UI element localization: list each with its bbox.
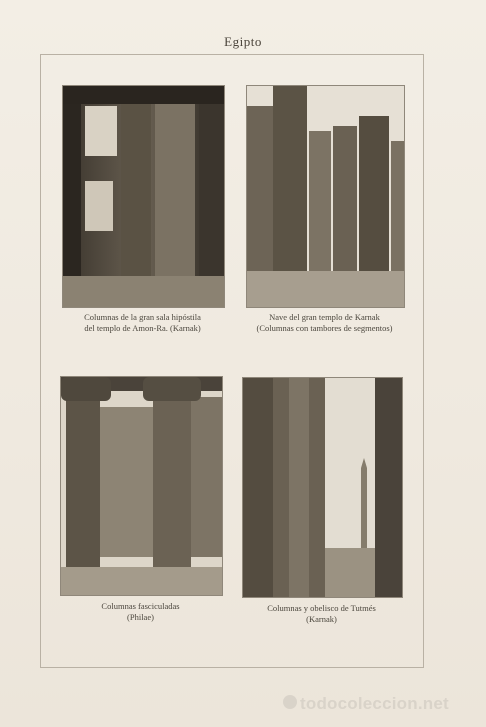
caption-line: Columnas fasciculadas xyxy=(101,601,180,611)
photo-hypostyle-hall xyxy=(62,85,225,308)
caption-line: Columnas de la gran sala hipóstila xyxy=(84,312,201,322)
caption-karnak-nave xyxy=(242,312,407,334)
watermark-logo-icon xyxy=(283,695,297,709)
caption-line: Nave del gran templo de Karnak xyxy=(269,312,380,322)
caption-line: del templo de Amon-Ra. (Karnak) xyxy=(84,323,201,333)
caption-tutmes-obelisk xyxy=(240,603,403,625)
caption-line: (Philae) xyxy=(127,612,154,622)
caption-line: (Karnak) xyxy=(306,614,337,624)
photo-philae-columns xyxy=(60,376,223,596)
caption-hypostyle-hall xyxy=(62,312,223,334)
caption-line: (Columnas con tambores de segmentos) xyxy=(256,323,393,333)
photo-karnak-nave xyxy=(246,85,405,308)
watermark: todocoleccion.net xyxy=(300,694,449,713)
page-title: Egipto xyxy=(224,34,262,49)
photo-tutmes-obelisk xyxy=(242,377,403,598)
caption-philae-columns xyxy=(60,601,221,623)
caption-line: Columnas y obelisco de Tutmés xyxy=(267,603,376,613)
